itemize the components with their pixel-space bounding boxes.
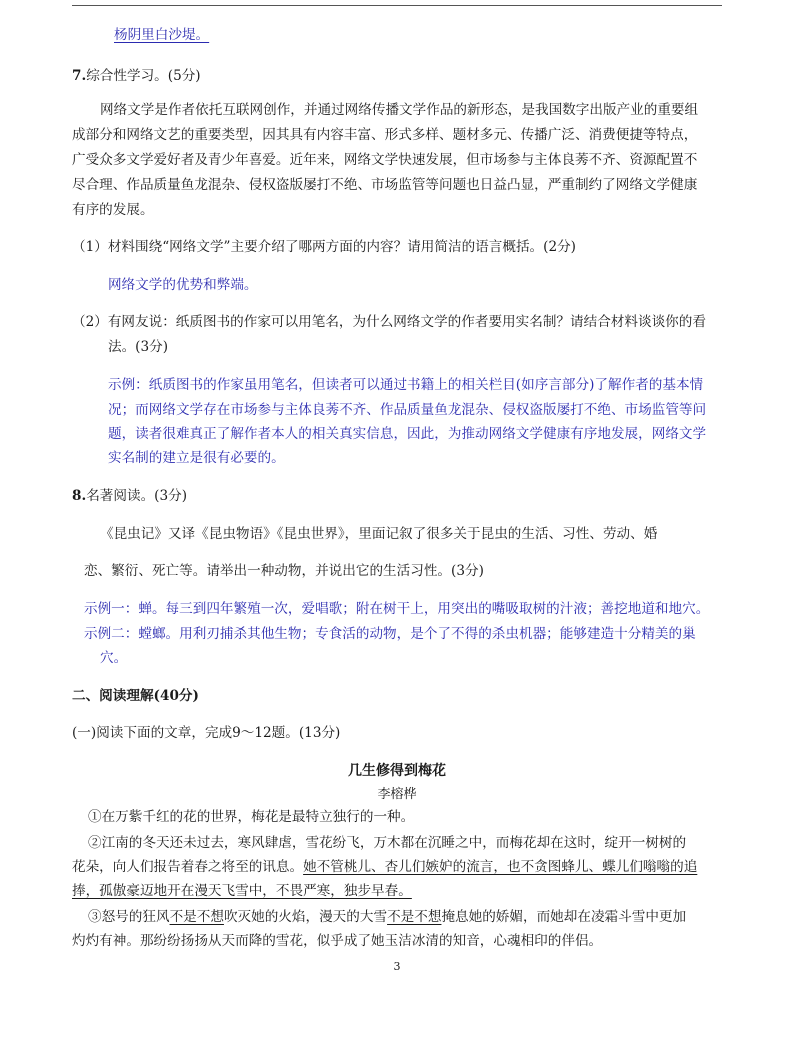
q7-sub2-question-line-2: 法。(3分): [108, 339, 169, 355]
q7-sub1-answer: 网络文学的优势和弊端。: [108, 277, 258, 293]
q8-answer-line-1: 示例一：蝉。每三到四年繁殖一次，爱唱歌；附在树干上，用突出的嘴吸取树的汁液；善挖地道和地穴。: [84, 601, 710, 617]
para-3-underlined-2: 不是不想: [387, 909, 442, 925]
article-author: 李榕桦: [377, 787, 417, 802]
q7-material-line-4: 尽合理、作品质量鱼龙混杂、侵权盗版屡打不绝、市场监管等问题也日益凸显，严重制约了网络文学健康: [72, 177, 698, 193]
para-3-part-c: 掩息她的娇媚，而她却在凌霜斗雪中更加: [441, 909, 687, 925]
section2-intro: (一)阅读下面的文章，完成9～12题。(13分): [72, 725, 341, 741]
q8-question-line-1: 《昆虫记》又译《昆虫物语》《昆虫世界》，里面记叙了很多关于昆虫的生活、习性、劳动、婚: [100, 526, 658, 542]
q7-heading-text: 综合性学习。(5分): [86, 68, 201, 84]
q8-answer-line-2: 示例二：螳螂。用利刃捕杀其他生物；专食活的动物，是个了不得的杀虫机器；能够建造十分精美的巢: [84, 626, 696, 642]
para-2-underlined-sentence: 她不管桃儿、杏儿们嫉妒的流言，也不贪图蜂儿、蝶儿们嗡嗡的追: [303, 859, 698, 875]
article-para-1: ①在万紫千红的花的世界，梅花是最特立独行的一种。: [88, 809, 415, 825]
article-para-2-line-2: [72, 858, 697, 876]
top-rule: [72, 5, 722, 6]
q7-material-line-3: 广受众多文学爱好者及青少年喜爱。近年来，网络文学快速发展，但市场参与主体良莠不齐、资源配置不: [72, 152, 698, 168]
q7-sub1-question: （1）材料围绕“网络文学”主要介绍了哪两方面的内容？请用简洁的语言概括。(2分): [72, 239, 576, 255]
q8-heading-text: 名著阅读。(3分): [86, 488, 188, 504]
article-title: 几生修得到梅花: [348, 763, 446, 779]
q8-question-line-2: 恋、繁衍、死亡等。请举出一种动物，并说出它的生活习性。(3分): [84, 563, 484, 579]
para-3-part-a: ③怒号的狂风: [88, 909, 170, 925]
q8-heading: [72, 487, 187, 505]
q7-material-line-2: 成部分和网络文艺的重要类型，因其具有内容丰富、形式多样、题材多元、传播广泛、消费便捷等特点，: [72, 127, 698, 143]
article-para-3-line-2: 灼灼有神。那纷纷扬扬从天而降的雪花，似乎成了她玉洁冰清的知音，心魂相印的伴侣。: [72, 933, 603, 949]
q8-number: 8.: [72, 488, 87, 504]
q7-sub2-question-line-1: （2）有网友说：纸质图书的作家可以用笔名，为什么网络文学的作者要用实名制？请结合材料谈谈你的看: [72, 314, 706, 330]
section2-heading: 二、阅读理解(40分): [72, 688, 199, 704]
q7-heading: [72, 67, 201, 85]
article-para-2-line-1: ②江南的冬天还未过去，寒风肆虐，雪花纷飞，万木都在沉睡之中，而梅花却在这时，绽开一树树的: [88, 835, 687, 851]
article-para-3-line-1: [88, 908, 686, 926]
q7-material-line-1: 网络文学是作者依托互联网创作，并通过网络传播文学作品的新形态，是我国数字出版产业的重要组: [100, 102, 699, 118]
q7-sub2-answer-line-1: 示例：纸质图书的作家虽用笔名，但读者可以通过书籍上的相关栏目(如序言部分)了解作者的基本情: [108, 377, 704, 393]
para-3-underlined-1: 不是不想: [169, 909, 224, 925]
q8-answer-line-3: 穴。: [100, 650, 128, 666]
q7-material-line-5: 有序的发展。: [72, 202, 154, 218]
q7-sub2-answer-line-2: 况；而网络文学存在市场参与主体良莠不齐、作品质量鱼龙混杂、侵权盗版屡打不绝、市场监管等问: [108, 402, 707, 418]
para-2-plain: 花朵，向人们报告着春之将至的讯息。: [72, 859, 304, 875]
article-para-2-line-3: 捧，孤傲豪迈地开在漫天飞雪中，不畏严寒，独步早春。: [72, 883, 412, 899]
q7-number: 7.: [72, 68, 87, 84]
q7-sub2-answer-line-4: 实名制的建立是很有必要的。: [108, 450, 285, 466]
q7-sub2-answer-line-3: 题，读者很难真正了解作者本人的相关真实信息，因此，为推动网络文学健康有序地发展，网络文学: [108, 426, 707, 442]
para-3-part-b: 吹灭她的火焰，漫天的大雪: [223, 909, 388, 925]
answer6-tail: 杨阴里白沙堤。: [114, 27, 210, 43]
page-number: 3: [393, 960, 401, 973]
